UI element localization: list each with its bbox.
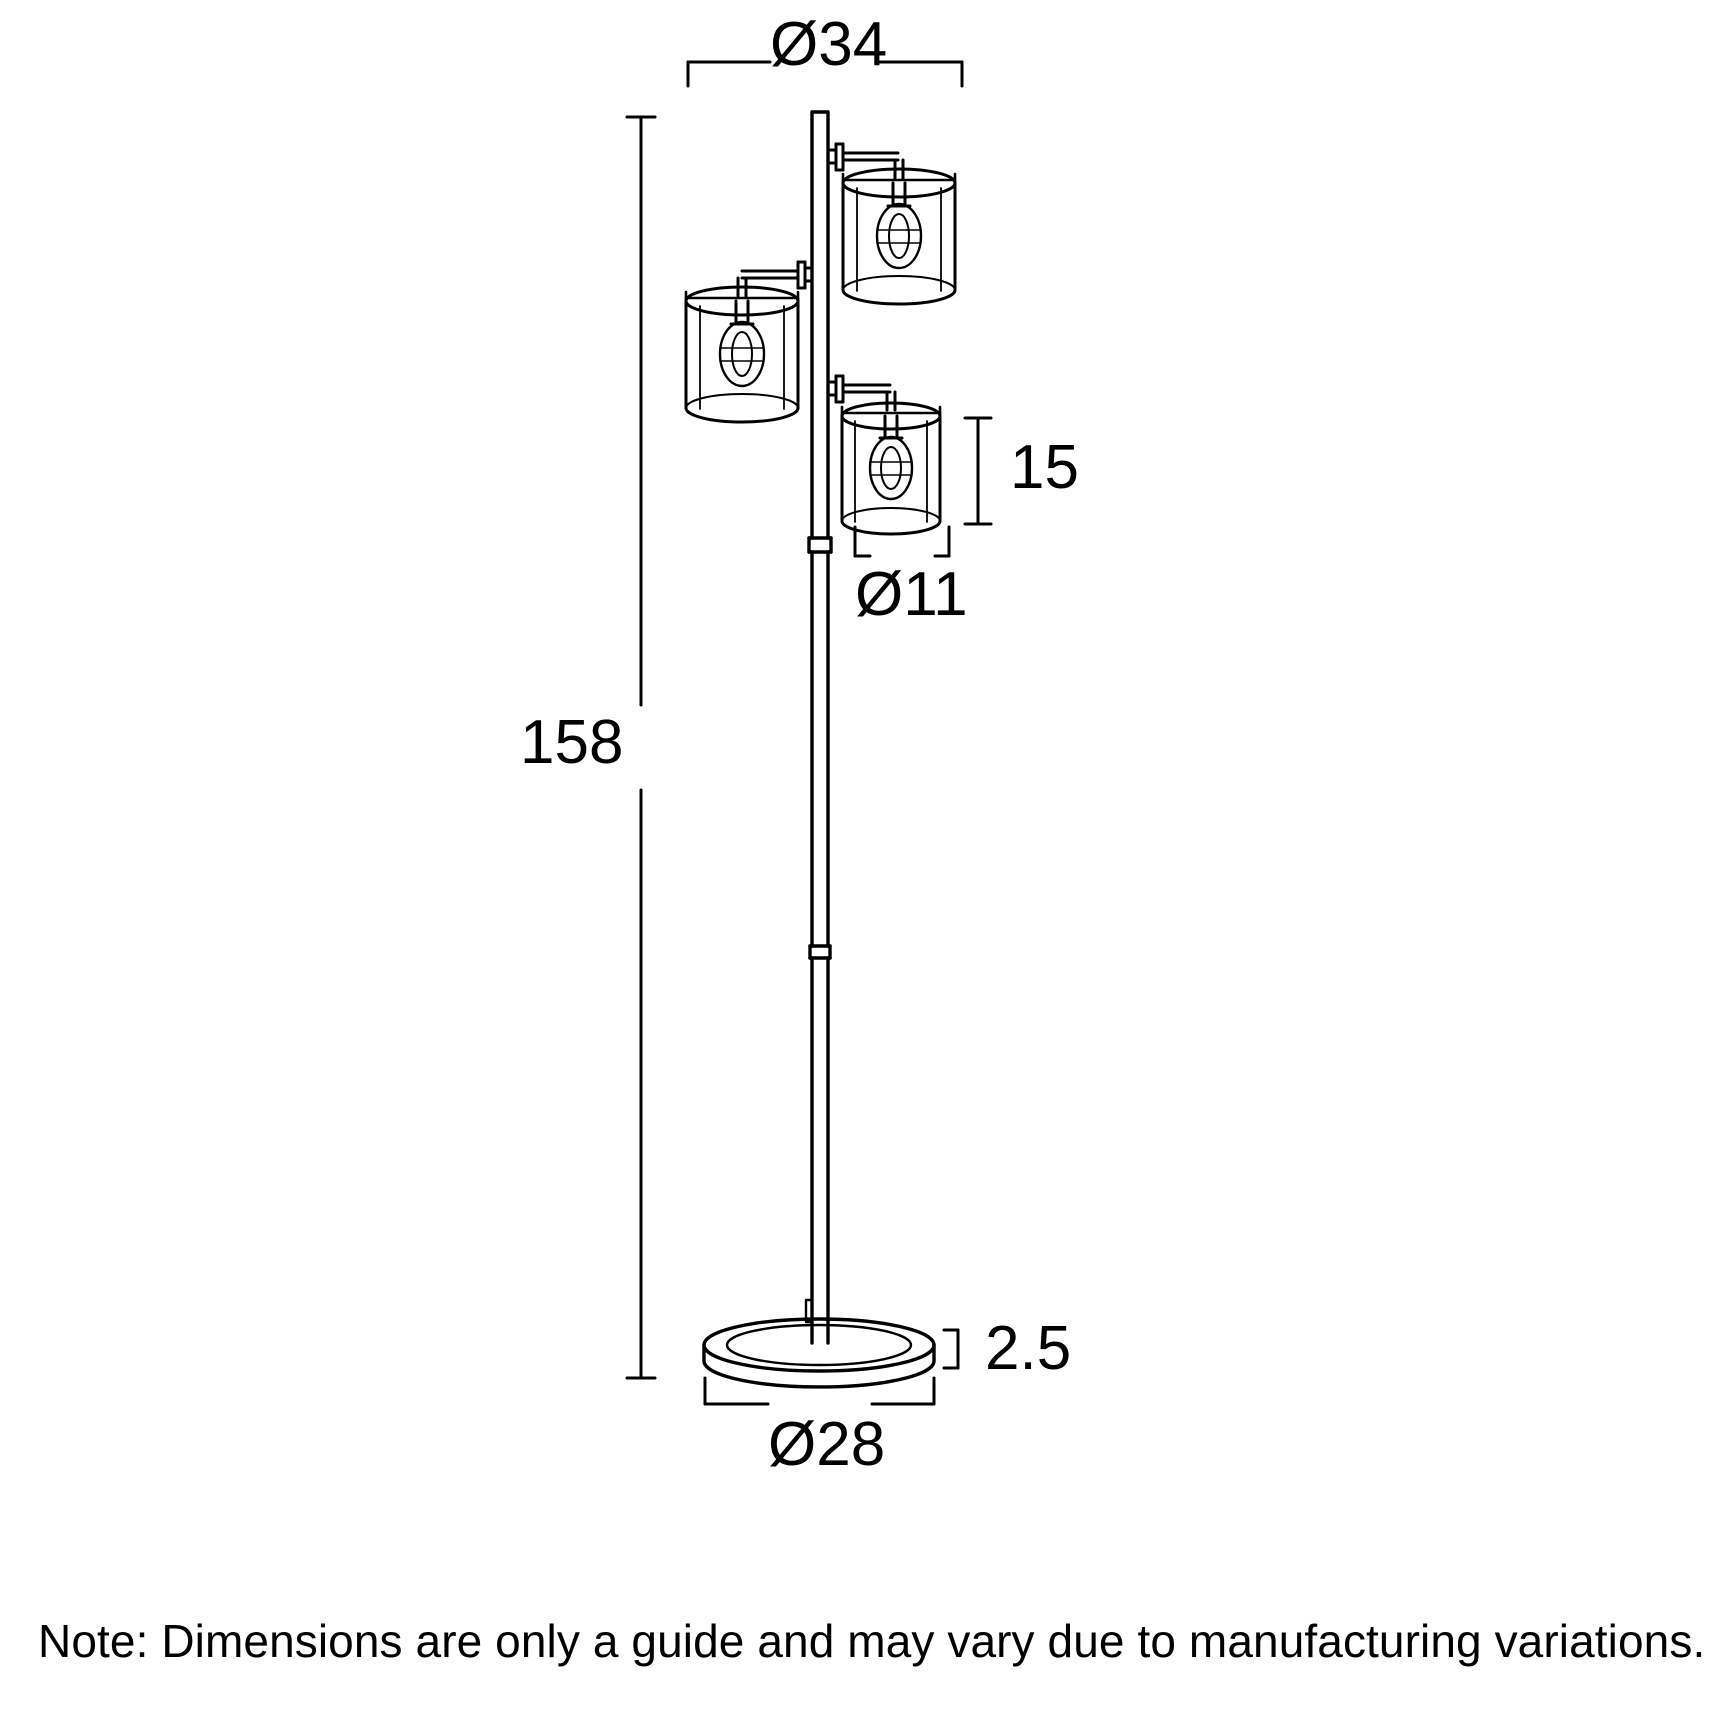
shade-lower-right: [828, 376, 940, 534]
lamp-base: [704, 1319, 934, 1387]
label-shade-diameter: Ø11: [855, 560, 968, 629]
dim-thickness-2-5: [944, 1330, 958, 1368]
shade-middle-left: [686, 262, 812, 422]
label-shade-height: 15: [1010, 433, 1079, 502]
dim-height-15: [965, 418, 991, 524]
shade-upper-right: [828, 144, 955, 304]
dim-diameter-28: [705, 1378, 934, 1404]
label-overall-height: 158: [520, 708, 624, 777]
dimensions-note: Note: Dimensions are only a guide and may vary due to manufacturing variations.: [38, 1615, 1706, 1667]
label-base-thickness: 2.5: [985, 1314, 1072, 1383]
label-base-diameter: Ø28: [768, 1410, 886, 1479]
lamp-pole: [806, 112, 831, 1343]
label-overall-diameter: Ø34: [770, 10, 888, 79]
dim-height-158: [627, 117, 655, 1378]
